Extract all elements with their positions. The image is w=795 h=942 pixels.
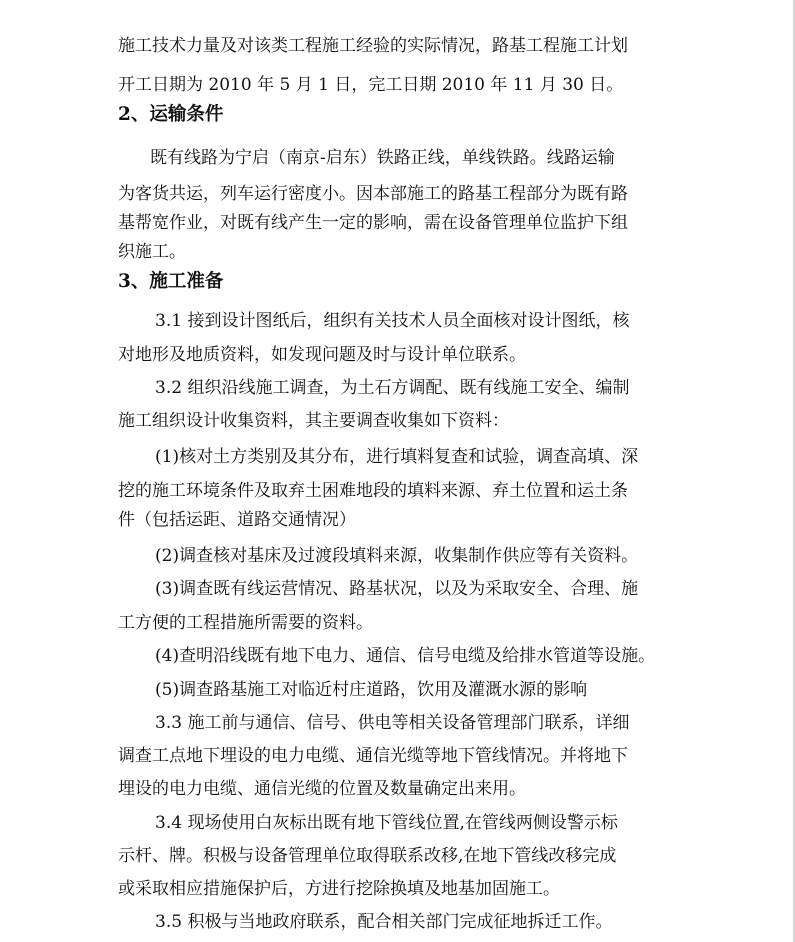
text-line: 织施工。 [118,242,186,262]
text-line: 或采取相应措施保护后，方进行挖除换填及地基加固施工。 [118,879,560,899]
text-line: 既有线路为宁启（南京-启东）铁路正线，单线铁路。线路运输 [150,148,615,168]
section-heading: 2、运输条件 [118,104,224,125]
text-line: 调查工点地下埋设的电力电缆、通信光缆等地下管线情况。并将地下 [118,746,628,766]
text-line: 3.4 现场使用白灰标出既有地下管线位置,在管线两侧设警示标 [155,813,618,833]
text-line: 基帮宽作业，对既有线产生一定的影响，需在设备管理单位监护下组 [118,213,628,233]
text-line: 为客货共运，列车运行密度小。因本部施工的路基工程部分为既有路 [118,184,628,204]
text-line: 件（包括运距、道路交通情况） [118,510,356,530]
text-line: 施工组织设计收集资料，其主要调查收集如下资料： [118,411,509,431]
text-line: (4)查明沿线既有地下电力、通信、信号电缆及给排水管道等设施。 [155,646,656,666]
text-line: 示杆、牌。积极与设备管理单位取得联系改移,在地下管线改移完成 [118,846,617,866]
text-line: 开工日期为 2010 年 5 月 1 日，完工日期 2010 年 11 月 30 日。 [118,75,624,95]
text-line: 3.2 组织沿线施工调查，为土石方调配、既有线施工安全、编制 [155,378,630,398]
text-line: (2)调查核对基床及过渡段填料来源，收集制作供应等有关资料。 [155,546,639,566]
text-line: 3.1 接到设计图纸后，组织有关技术人员全面核对设计图纸，核 [155,311,630,331]
text-line: 3.5 积极与当地政府联系，配合相关部门完成征地拆迁工作。 [155,912,613,932]
text-line: 3.3 施工前与通信、信号、供电等相关设备管理部门联系，详细 [155,713,630,733]
text-line: 对地形及地质资料，如发现问题及时与设计单位联系。 [118,345,526,365]
section-heading: 3、施工准备 [118,271,224,292]
text-line: 挖的施工环境条件及取弃土困难地段的填料来源、弃土位置和运土条 [118,481,628,501]
text-line: 施工技术力量及对该类工程施工经验的实际情况，路基工程施工计划 [118,36,628,56]
text-line: (1)核对土方类别及其分布，进行填料复查和试验，调查高填、深 [155,447,639,467]
text-line: 埋设的电力电缆、通信光缆的位置及数量确定出来用。 [118,779,526,799]
text-line: 工方便的工程措施所需要的资料。 [118,613,373,633]
text-line: (5)调查路基施工对临近村庄道路，饮用及灌溉水源的影响 [155,680,588,700]
text-line: (3)调查既有线运营情况、路基状况，以及为采取安全、合理、施 [155,579,639,599]
